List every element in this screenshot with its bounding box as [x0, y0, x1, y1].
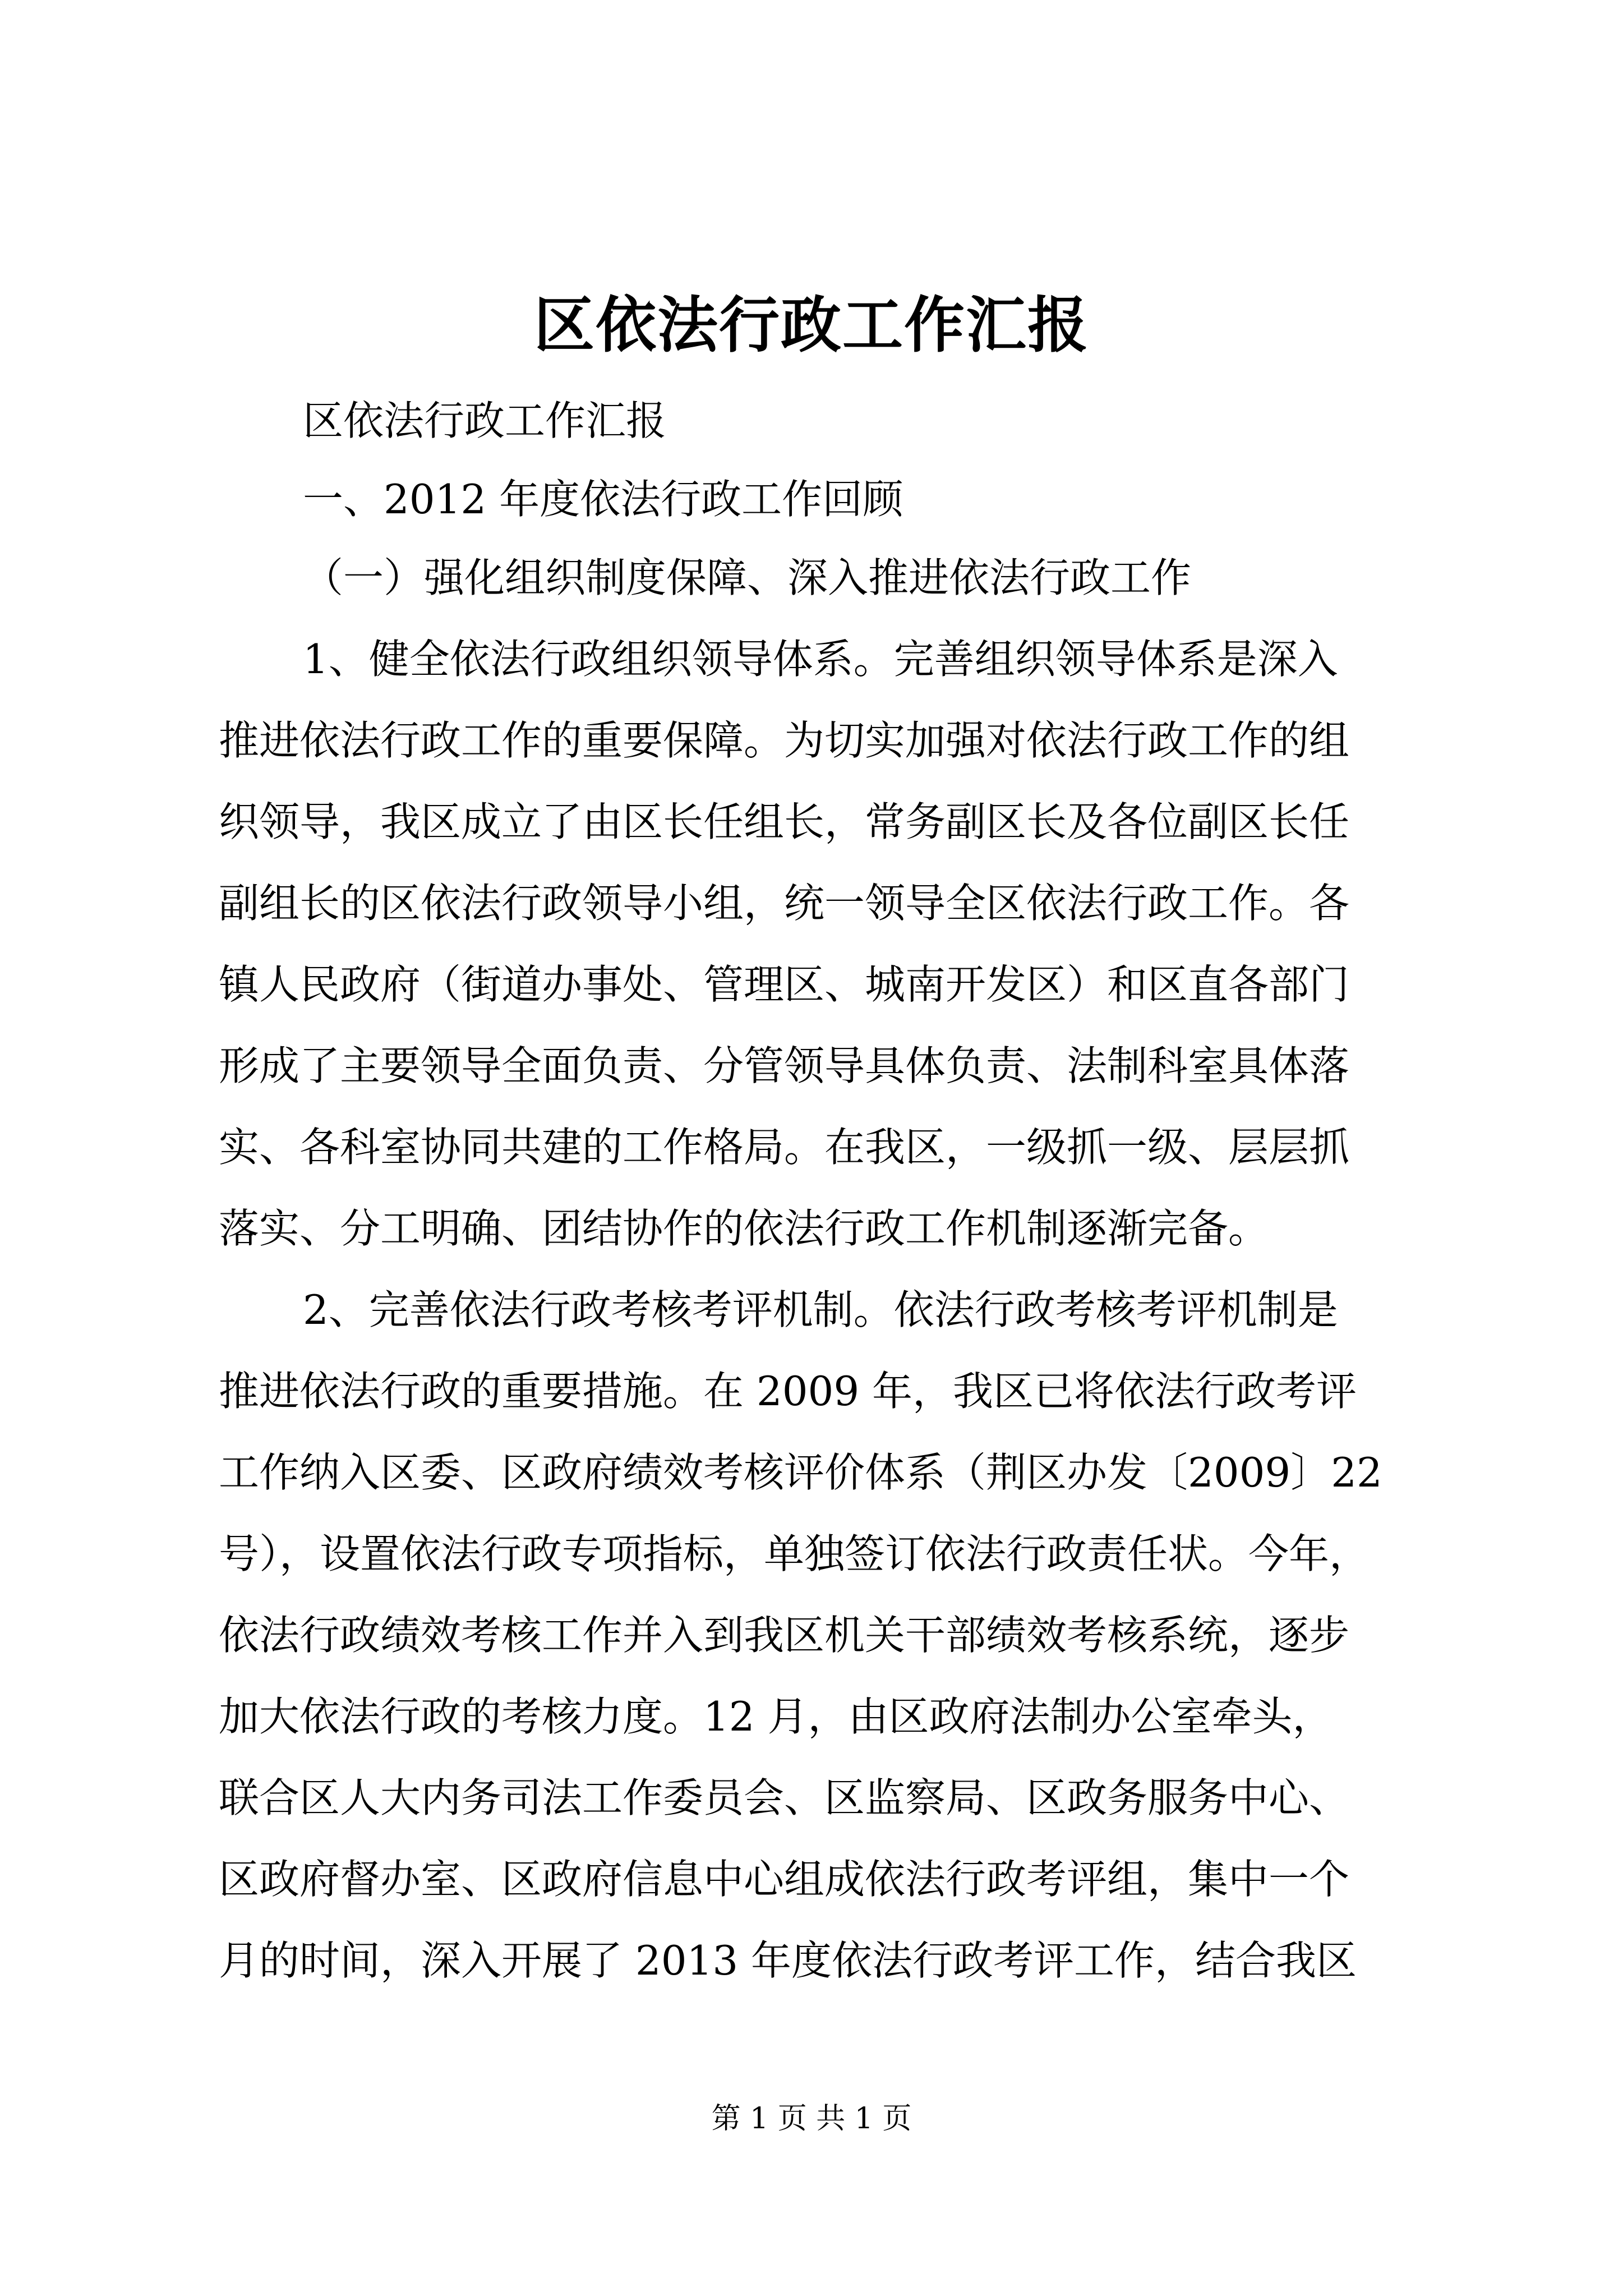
doc-line-1: 区依法行政工作汇报 — [303, 397, 667, 444]
paragraph-line: 加大依法行政的考核力度。12 月，由区政府法制办公室牵头， — [219, 1693, 1333, 1740]
paragraph-line: 号），设置依法行政专项指标，单独签订依法行政责任状。今年， — [219, 1530, 1370, 1577]
paragraph-line: 推进依法行政的重要措施。在 2009 年，我区已将依法行政考评 — [219, 1368, 1357, 1415]
paragraph-line: 1、健全依法行政组织领导体系。完善组织领导体系是深入 — [303, 636, 1338, 683]
paragraph-line: 区政府督办室、区政府信息中心组成依法行政考评组，集中一个 — [219, 1856, 1350, 1903]
paragraph-line: 工作纳入区委、区政府绩效考核评价体系（荆区办发〔2009〕22 — [219, 1449, 1382, 1496]
paragraph-line: 实、各科室协同共建的工作格局。在我区，一级抓一级、层层抓 — [219, 1124, 1350, 1171]
section-heading: 一、2012 年度依法行政工作回顾 — [303, 476, 903, 523]
document-title: 区依法行政工作汇报 — [533, 290, 1089, 361]
paragraph-line: 依法行政绩效考核工作并入到我区机关干部绩效考核系统，逐步 — [219, 1612, 1350, 1659]
paragraph-line: 形成了主要领导全面负责、分管领导具体负责、法制科室具体落 — [219, 1042, 1350, 1089]
subsection-heading: （一）强化组织制度保障、深入推进依法行政工作 — [303, 554, 1192, 601]
paragraph-line: 月的时间，深入开展了 2013 年度依法行政考评工作，结合我区 — [219, 1937, 1357, 1984]
paragraph-line: 镇人民政府（街道办事处、管理区、城南开发区）和区直各部门 — [219, 961, 1350, 1008]
paragraph-line: 落实、分工明确、团结协作的依法行政工作机制逐渐完备。 — [219, 1205, 1269, 1252]
paragraph-line: 2、完善依法行政考核考评机制。依法行政考核考评机制是 — [303, 1286, 1338, 1333]
paragraph-line: 副组长的区依法行政领导小组，统一领导全区依法行政工作。各 — [219, 880, 1350, 927]
paragraph-line: 织领导，我区成立了由区长任组长，常务副区长及各位副区长任 — [219, 798, 1350, 845]
paragraph-line: 联合区人大内务司法工作委员会、区监察局、区政务服务中心、 — [219, 1774, 1350, 1821]
paragraph-line: 推进依法行政工作的重要保障。为切实加强对依法行政工作的组 — [219, 717, 1350, 764]
page-number-footer: 第 1 页 共 1 页 — [711, 2102, 912, 2136]
